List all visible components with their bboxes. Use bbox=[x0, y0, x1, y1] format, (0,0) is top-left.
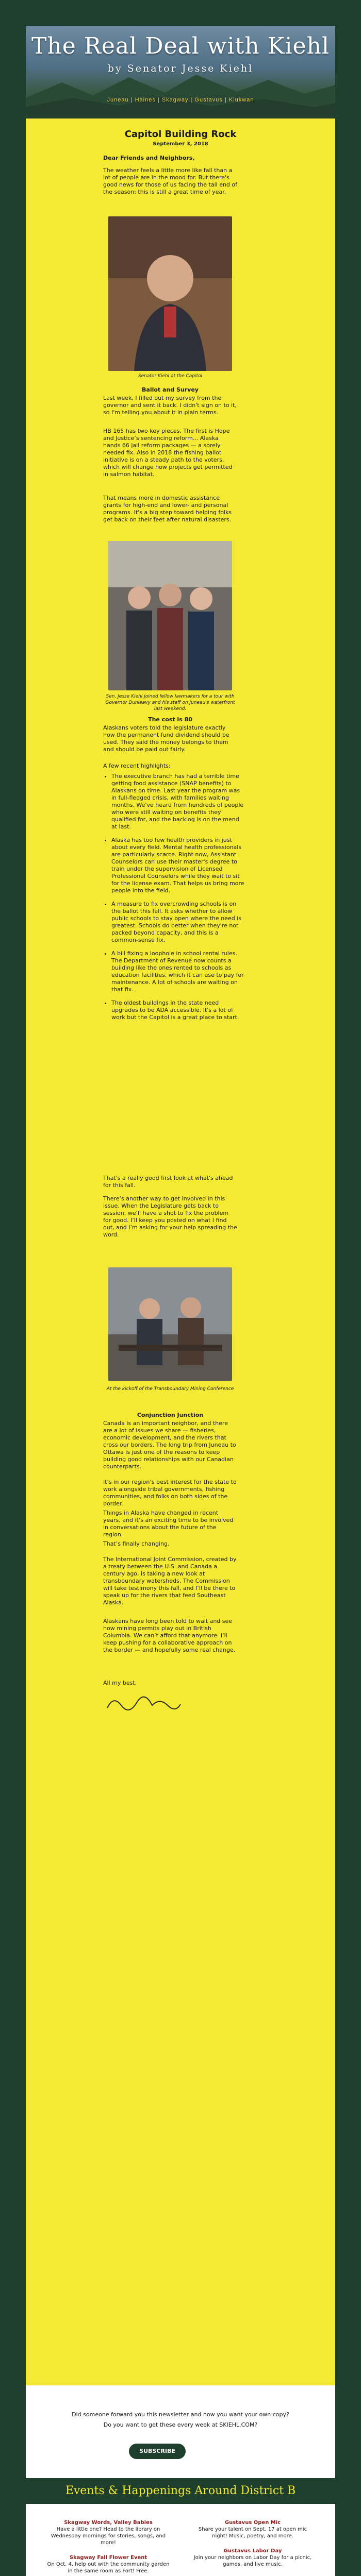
section-2-title: The cost is 80 bbox=[148, 716, 192, 723]
closing-1: That's a really good first look at what's ahead for this fall. bbox=[103, 1175, 233, 1189]
section-3-text-2: It’s in our region’s best interest for the state to work alongside tribal governments, fishing communities, and folks on both sides of the border. bbox=[103, 1479, 237, 1507]
section-1-title: Ballot and Survey bbox=[142, 386, 199, 393]
event-text: Join your neighbors on Labor Day for a picnic, games, and live music. bbox=[193, 2555, 312, 2567]
section-3-text-4: That’s finally changing. bbox=[103, 1540, 170, 1547]
newsletter-subtitle: by Senator Jesse Kiehl bbox=[107, 63, 254, 74]
highlight-item: • The executive branch has had a terrible time getting food assistance (SNAP benefits) to Alaskans on time. Last year the program was in full-fledged crisis, with families waiting months. We've heard from hundreds of people who were still waiting on benefits they qualified for, and the backlog is on the mend at last. bbox=[111, 773, 245, 831]
highlight-item: • A measure to fix overcrowding schools is on the ballot this fall. It asks whether to allow public schools to stay open where the need is greatest. Schools do better when they're not packed beyond capacity, and this is a common-sense fix. bbox=[111, 901, 245, 944]
event-text: Share your talent on Sept. 17 at open mic night! Music, poetry, and more. bbox=[198, 2527, 307, 2539]
bullets-intro: A few recent highlights: bbox=[103, 762, 171, 769]
event-title: Skagway Fall Flower Event bbox=[69, 2555, 147, 2561]
event-item bbox=[46, 2554, 170, 2574]
greeting: Dear Friends and Neighbors, bbox=[103, 155, 195, 161]
event-title: Gustavus Labor Day bbox=[223, 2548, 282, 2554]
event-item bbox=[46, 2519, 170, 2546]
closing-2: There’s another way to get involved in this issue. When the Legislature gets back to session, we’ll have a shot to fix the problem for good. I’ll keep you posted on what I find out, and I’m asking for your help spreading the word. bbox=[103, 1195, 237, 1238]
section-2-text: Alaskans voters told the legislature exactly how the permanent fund dividend should be used. They said the money belongs to them and should be paid out fairly. bbox=[103, 724, 229, 753]
event-item bbox=[191, 2519, 315, 2539]
events-header: Events & Happenings Around District B bbox=[26, 2478, 335, 2504]
section-3-text-3: Things in Alaska have changed in recent years, and it’s an exciting time to be involved in conversations about the future of the region. bbox=[103, 1510, 234, 1538]
senator-photo-2 bbox=[108, 541, 232, 690]
event-text: Have a little one? Head to the library on Wednesday mornings for stories, songs, and more! bbox=[51, 2527, 166, 2546]
events-column-left bbox=[46, 2519, 170, 2576]
newsletter-header-banner bbox=[26, 26, 335, 118]
section-1-text: Last week, I filled out my survey from the governor and sent it back. I didn't sign on to it, so I'm telling you about it in plain terms. bbox=[103, 395, 237, 416]
photo-2-caption: Sen. Jesse Kiehl joined fellow lawmakers for a tour with Governor Dunleavy and his staff on Juneau's waterfront last weekend. bbox=[105, 694, 235, 711]
section-3-text: Canada is an important neighbor, and there are a lot of issues we share — fisheries, economic development, and the rivers that cross our borders. The long trip from Juneau to Ottawa is just one of the reasons to keep building good relationships with our Canadian counterparts. bbox=[103, 1420, 236, 1470]
event-item bbox=[191, 2548, 315, 2568]
article-heading: Capitol Building Rock bbox=[124, 129, 237, 140]
events-column-right bbox=[191, 2519, 315, 2576]
article-date: September 3, 2018 bbox=[153, 141, 208, 147]
subscribe-prompt: Do you want to get these every week at SKIEHL.COM? bbox=[103, 2421, 258, 2428]
signoff: All my best, bbox=[103, 1680, 137, 1686]
section-3-text-6: Alaskans have long been told to wait and see how mining permits play out in British Columbia. We can’t afford that anymore. I’ll keep pushing for a collaborative approach on the border — and hopefully some real change. bbox=[103, 1618, 236, 1653]
section-3-title: Conjunction Junction bbox=[137, 1412, 204, 1418]
signature bbox=[103, 1690, 186, 1716]
highlights-list bbox=[103, 773, 245, 1027]
event-title: Gustavus Open Mic bbox=[224, 2520, 281, 2526]
section-1-text-2: HB 165 has two key pieces. The first is Hope and Justice’s sentencing reform... Alaska hands 66 jail reform packages — a sorely needed fix. Also in 2018 the fishing ballot initiative is on a steady path to the voters, which will change how projects get permitted in salmon habitat. bbox=[103, 428, 233, 478]
intro-paragraph: The weather feels a little more like fall than a lot of people are in the mood for. But there's good news for those of us facing the tail end of the season: this is still a great time of year. bbox=[103, 167, 238, 195]
senator-photo-1 bbox=[108, 216, 232, 371]
highlight-item: • Alaska has too few health providers in just about every field. Mental health professionals are particularly scarce. Right now, Assistant Counselors can use their master's degree to train under the supervision of Licensed Professional Counselors while they wait to sit for the license exam. That helps us bring more people into the field. bbox=[111, 837, 245, 894]
highlight-item: • A bill fixing a loophole in school rental rules. The Department of Revenue now counts a building like the ones rented to schools as education facilities, which it can use to pay for maintenance. A lot of schools are waiting on that fix. bbox=[111, 950, 245, 993]
subscribe-button[interactable]: SUBSCRIBE bbox=[129, 2444, 186, 2459]
district-communities: Juneau | Haines | Skagway | Gustavus | Klukwan bbox=[107, 97, 254, 103]
photo-3-caption: At the kickoff of the Transboundary Mining Conference bbox=[106, 1386, 234, 1392]
event-title: Skagway Words, Valley Babies bbox=[64, 2520, 153, 2526]
event-text: On Oct. 4, help out with the community garden in the same room as Fort! Free. bbox=[47, 2562, 170, 2574]
forward-callout: Did someone forward you this newsletter and now you want your own copy? bbox=[72, 2411, 289, 2418]
conference-photo bbox=[108, 1267, 232, 1381]
photo-1-caption: Senator Kiehl at the Capitol bbox=[138, 374, 203, 379]
newsletter-title: The Real Deal with Kiehl bbox=[31, 33, 330, 59]
section-1-text-3: That means more in domestic assistance grants for high-end and lower- and personal programs. It's a big step toward helping folks get back on their feet after natural disasters. bbox=[103, 495, 232, 523]
highlight-item: • The oldest buildings in the state need upgrades to be ADA accessible. It's a lot of work but the Capitol is a great place to start. bbox=[111, 999, 245, 1021]
section-3-text-5: The International Joint Commission, created by a treaty between the U.S. and Canada a century ago, is taking a new look at transboundary watersheds. The Commission will take testimony this fall, and I’ll be there to speak up for the rivers that feed Southeast Alaska. bbox=[103, 1556, 237, 1606]
